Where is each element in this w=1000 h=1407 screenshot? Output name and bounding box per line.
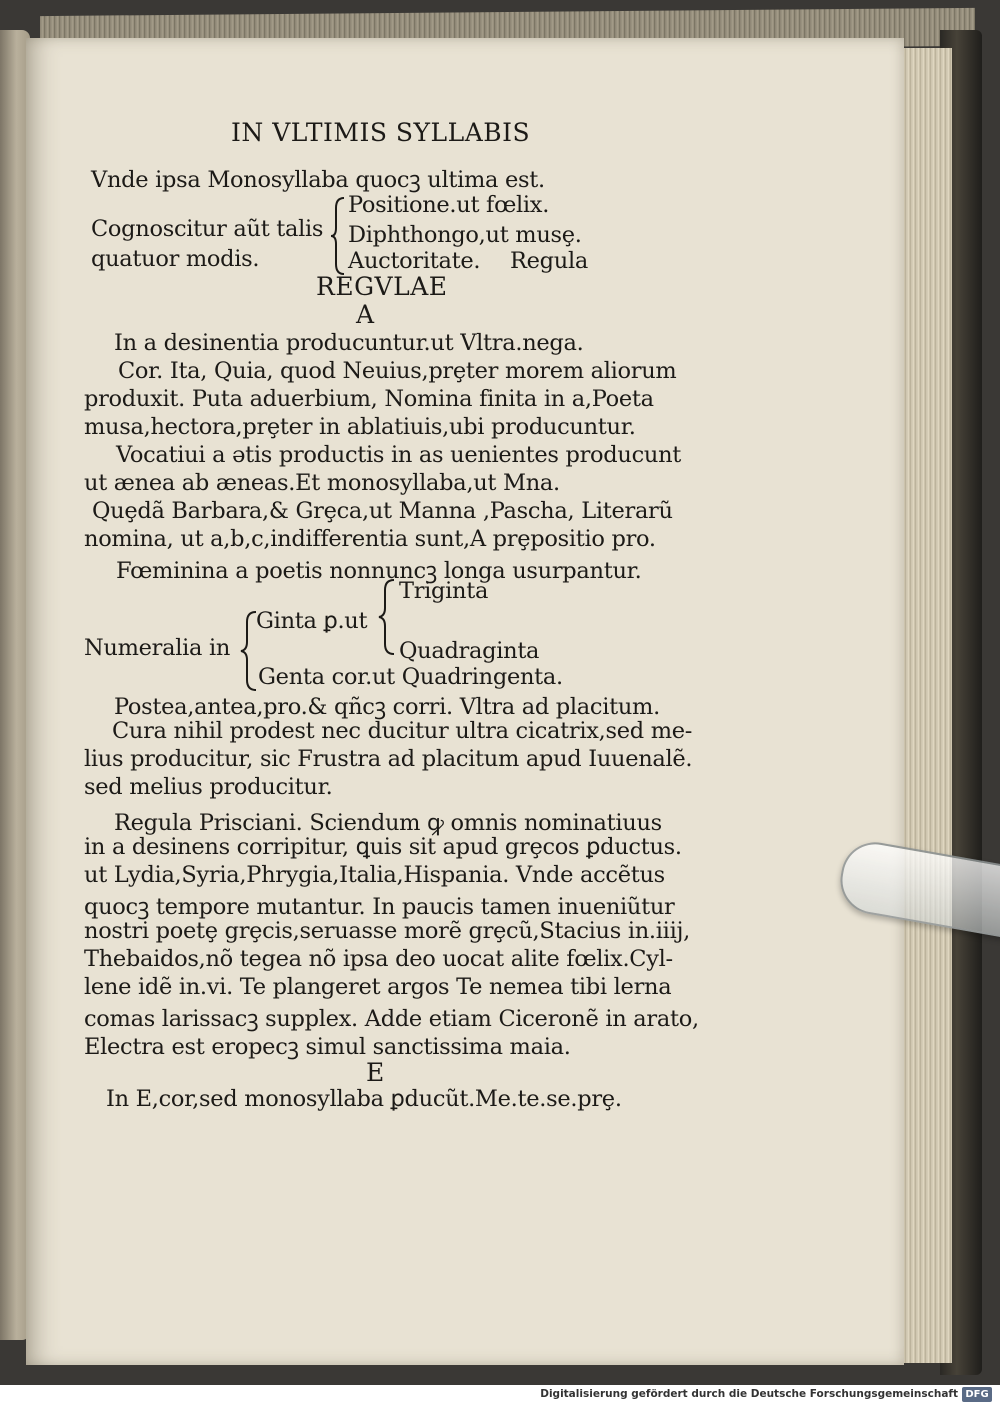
text-line: Numeralia in bbox=[84, 635, 231, 661]
text-line: ut æneа ab æneas.Et monosyllaba,ut Mna. bbox=[84, 470, 560, 496]
running-title: IN VLTIMIS SYLLABIS bbox=[231, 118, 531, 147]
text-line: Vnde ipsa Monosyllaba quocꝫ ultima est. bbox=[91, 167, 545, 193]
text-line: Cor. Ita, Quia, quod Neuius,prȩter morem aliorum bbox=[118, 358, 677, 384]
text-line: Regula Prisciani. Sciendum ꝙ omnis nominatiuus bbox=[114, 810, 662, 836]
curly-brace bbox=[330, 196, 348, 276]
text-line: Triginta bbox=[399, 578, 489, 604]
text-line: ut Lydia,Syria,Phrygia,Italia,Hispania. Vnde accẽtus bbox=[84, 862, 665, 888]
text-line: Positione.ut fœlix. bbox=[348, 192, 550, 218]
text-line: Ginta ꝑ.ut bbox=[256, 608, 368, 634]
text-line: quocꝫ tempore mutantur. In paucis tamen inueniũtur bbox=[84, 894, 675, 920]
text-line: Cura nihil prodest nec ducitur ultra cicatrix,sed me- bbox=[112, 718, 693, 744]
text-line: In E,cor,sed monosyllaba ꝑducũt.Me.te.se.prȩ. bbox=[106, 1086, 622, 1112]
text-line: quatuor modis. bbox=[91, 246, 260, 272]
text-line: Fœminina a poetis nonnuncꝫ longa usurpantur. bbox=[116, 558, 642, 584]
text-line: Auctoritate. bbox=[348, 248, 481, 274]
section-letter: A bbox=[356, 300, 375, 329]
text-line: musa,hectora,prȩter in ablatiuis,ubi producuntur. bbox=[84, 414, 636, 440]
text-line: Quadraginta bbox=[399, 638, 540, 664]
book-page bbox=[26, 38, 904, 1365]
text-line: Postea,antea,pro.& qñcꝫ corri. Vltra ad placitum. bbox=[114, 694, 660, 720]
section-heading: REGVLAE bbox=[316, 272, 448, 301]
text-line: comas larissacꝫ supplex. Adde etiam Ciceronẽ in arato, bbox=[84, 1006, 699, 1032]
text-line: lene idẽ in.vi. Te plangeret argos Te nemea tibi lerna bbox=[84, 974, 672, 1000]
text-line: Thebaidos,nõ tegea nõ ipsa deo uocat alite fœlix.Cyl- bbox=[84, 946, 673, 972]
text-line: sed melius producitur. bbox=[84, 774, 333, 800]
text-line: Cognoscitur aũt talis bbox=[91, 216, 324, 242]
text-line: in a desinens corripitur, ꝗuis sit apud grȩcos ꝑductus. bbox=[84, 834, 682, 860]
text-line: lius producitur, sic Frustra ad placitum apud Iuuenalẽ. bbox=[84, 746, 693, 772]
footer-credit: Digitalisierung gefördert durch die Deutsche Forschungsgemeinschaft bbox=[540, 1388, 958, 1400]
text-line: Genta cor.ut Quadringenta. bbox=[258, 664, 563, 690]
section-letter: E bbox=[366, 1058, 385, 1087]
text-line: Vocatiui a ətis productis in as uenientes producunt bbox=[116, 442, 682, 468]
curly-brace bbox=[376, 578, 398, 656]
text-line: nostri poetȩ grȩcis,seruasse morẽ grȩcũ,Stacius in.iiij, bbox=[84, 918, 690, 944]
text-line: Quȩdã Barbara,& Grȩca,ut Manna ,Pascha, Literarũ bbox=[92, 498, 673, 524]
text-line: Electra est eropecꝫ simul sanctissima maia. bbox=[84, 1034, 571, 1060]
text-line: Regula bbox=[510, 248, 588, 274]
text-line: nomina, ut a,b,c,indifferentia sunt,A prȩpositio pro. bbox=[84, 526, 656, 552]
text-line: In a desinentia producuntur.ut Vltra.nega. bbox=[114, 330, 584, 356]
curly-brace bbox=[239, 610, 259, 692]
dfg-logo: DFG bbox=[962, 1387, 992, 1402]
text-line: Diphthongo,ut musȩ. bbox=[348, 222, 582, 248]
text-line: produxit. Puta aduerbium, Nomina finita in a,Poeta bbox=[84, 386, 654, 412]
